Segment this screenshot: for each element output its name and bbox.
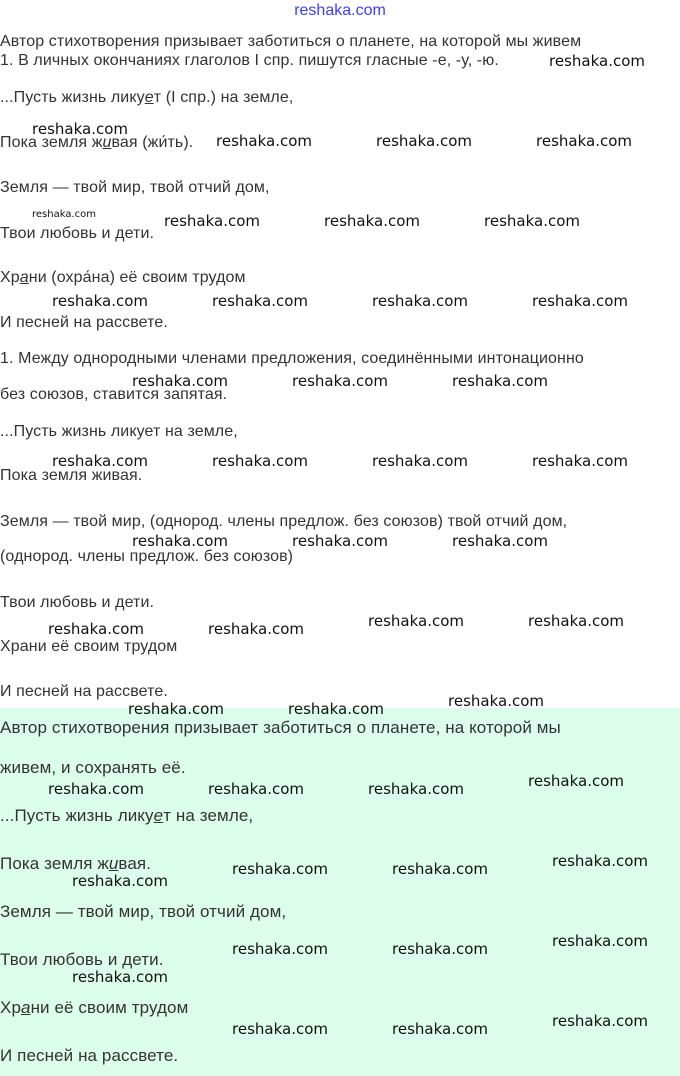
highlighted-letter: е [144,89,154,106]
watermark: reshaka.com [552,1012,648,1030]
text-part: ...Пусть жизнь лику [0,806,154,825]
answer-line [0,854,151,874]
watermark: reshaka.com [552,932,648,950]
watermark: reshaka.com [324,212,420,230]
rule-2: 1. Между однородными членами предложения, соединёнными интонационно [0,350,584,367]
watermark: reshaka.com [52,292,148,310]
watermark: reshaka.com [52,452,148,470]
watermark: reshaka.com [48,780,144,798]
site-link[interactable]: reshaka.com [294,2,386,19]
watermark: reshaka.com [132,532,228,550]
poem-line: Пока земля живая. [0,467,143,484]
watermark: reshaka.com [368,612,464,630]
poem-line: И песней на рассвете. [0,683,168,700]
highlighted-letter: а [19,269,29,286]
text-part: ни (охра́на) её своим трудом [28,269,246,286]
watermark: reshaka.com [232,940,328,958]
text-part: т (I спр.) на земле, [153,89,294,106]
text-part: ...Пусть жизнь лику [0,89,145,106]
watermark: reshaka.com [292,372,388,390]
watermark: reshaka.com [532,292,628,310]
text-part: Пока земля ж [0,134,103,151]
watermark: reshaka.com [536,132,632,150]
watermark: reshaka.com [392,860,488,878]
highlighted-letter: е [153,806,164,825]
poem-line: (однород. члены предлож. без союзов) [0,548,294,565]
watermark: reshaka.com [208,620,304,638]
poem-line: Твои любовь и дети. [0,594,155,611]
watermark: reshaka.com [452,532,548,550]
watermark: reshaka.com [392,940,488,958]
answer-line: живем, и сохранять её. [0,758,186,777]
watermark: reshaka.com [232,860,328,878]
poem-line: Земля — твой мир, (однород. члены предлож. без союзов) твой отчий дом, [0,513,568,530]
watermark: reshaka.com [216,132,312,150]
watermark: reshaka.com [232,1020,328,1038]
watermark: reshaka.com [164,212,260,230]
poem-line: Твои любовь и дети. [0,225,155,242]
text-part: Пока земля ж [0,854,109,873]
watermark: reshaka.com [212,292,308,310]
answer-line: Твои любовь и дети. [0,950,164,969]
watermark: reshaka.com [368,780,464,798]
answer-line: Автор стихотворения призывает заботиться о планете, на которой мы [0,718,561,737]
highlighted-letter: а [21,998,31,1017]
watermark: reshaka.com [372,452,468,470]
watermark: reshaka.com [212,452,308,470]
watermark: reshaka.com [452,372,548,390]
watermark: reshaka.com [72,872,168,890]
watermark: reshaka.com [448,692,544,710]
poem-line: Земля — твой мир, твой отчий дом, [0,179,270,196]
answer-line [0,998,188,1018]
watermark: reshaka.com [549,52,645,70]
rule-1: 1. В личных окончаниях глаголов I спр. пишутся гласные -е, -у, -ю. [0,52,499,69]
answer-line: И песней на рассвете. [0,1046,179,1065]
watermark: reshaka.com [552,852,648,870]
poem-line [0,88,293,108]
watermark: reshaka.com [372,292,468,310]
clipped-text-row [0,30,680,50]
poem-line: ...Пусть жизнь ликует на земле, [0,423,238,440]
text-part: т на земле, [163,806,254,825]
watermark: reshaka.com [528,612,624,630]
watermark: reshaka.com [532,452,628,470]
watermark: reshaka.com [32,120,128,138]
text-part: Хр [0,998,21,1017]
watermark: reshaka.com [392,1020,488,1038]
text-part: вая (жи́ть). [111,134,194,151]
watermark: reshaka.com [484,212,580,230]
poem-line: И песней на рассвете. [0,314,168,331]
highlighted-letter: и [102,134,112,151]
watermark: reshaka.com [528,772,624,790]
watermark: reshaka.com [376,132,472,150]
poem-line: Храни её своим трудом [0,638,178,655]
answer-line [0,806,253,826]
rule-2-cont: без союзов, ставится запятая. [0,386,228,403]
answer-line: Земля — твой мир, твой отчий дом, [0,902,287,921]
watermark: reshaka.com [32,209,96,220]
poem-line [0,268,246,288]
watermark: reshaka.com [292,532,388,550]
watermark: reshaka.com [132,372,228,390]
text-part: вая. [118,854,152,873]
watermark: reshaka.com [288,700,384,718]
watermark: reshaka.com [128,700,224,718]
watermark: reshaka.com [208,780,304,798]
watermark: reshaka.com [72,968,168,986]
highlighted-letter: и [108,854,119,873]
watermark: reshaka.com [48,620,144,638]
text-part: Хр [0,269,20,286]
text-part: ни её своим трудом [30,998,189,1017]
clipped-line: Автор стихотворения призывает заботиться о планете, на которой мы живем [0,33,582,50]
